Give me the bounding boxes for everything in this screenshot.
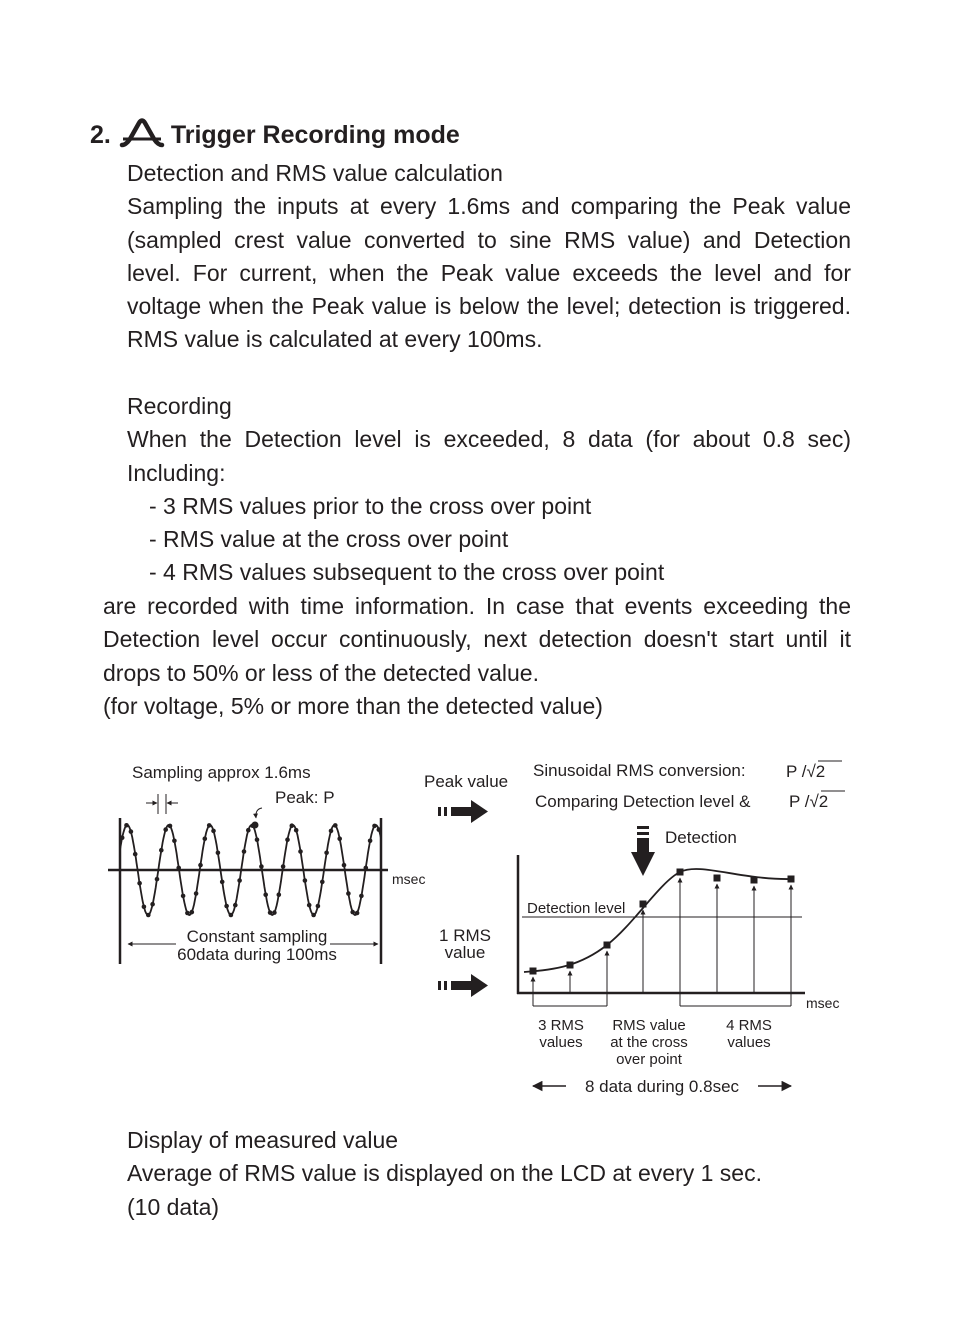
sample-point: [246, 828, 251, 833]
rms-value-label: 1 RMS: [439, 926, 491, 945]
rms-point-subsequent: [677, 869, 684, 876]
sample-point: [298, 849, 303, 854]
section-title: Trigger Recording mode: [170, 120, 460, 149]
comparing-formula: P /√2: [789, 792, 829, 811]
sample-point: [311, 913, 316, 918]
sample-point: [268, 910, 273, 915]
peak-value-label: Peak value: [424, 772, 509, 791]
sample-point: [290, 823, 295, 828]
recording-heading: Recording: [127, 393, 232, 419]
detection-level-label: Detection level: [527, 900, 626, 917]
sample-point: [146, 913, 151, 918]
sample-point: [377, 827, 382, 832]
rms-value-arrow-icon: [438, 974, 488, 997]
sample-point: [163, 827, 168, 832]
sample-point: [233, 903, 238, 908]
sample-point: [176, 866, 181, 871]
cross-over-label: RMS value: [612, 1017, 686, 1034]
recording-intro: When the Detection level is exceeded, 8 data (for about 0.8 sec) Including:: [127, 426, 851, 486]
sample-point: [303, 878, 308, 883]
sample-point: [190, 910, 195, 915]
flow-arrows: [424, 772, 508, 997]
prior-group-label-2: values: [539, 1034, 583, 1051]
sample-point: [277, 892, 282, 897]
section-heading: [90, 118, 460, 152]
display-heading: Display of measured value: [127, 1127, 399, 1153]
sample-point: [124, 823, 129, 828]
section-number: 2.: [90, 120, 111, 149]
display-section: [127, 1124, 851, 1224]
sample-point: [198, 863, 203, 868]
sample-point: [255, 837, 260, 842]
rms-point-prior: [567, 962, 574, 969]
detection-heading: Detection and RMS value calculation: [127, 160, 503, 186]
sample-point: [194, 891, 199, 896]
recording-continued: [103, 590, 851, 723]
sample-point: [294, 828, 299, 833]
sample-point: [120, 835, 125, 840]
sample-point: [237, 878, 242, 883]
sample-point: [242, 849, 247, 854]
constant-sampling-label: Constant sampling: [186, 927, 328, 946]
rms-point-prior: [530, 968, 537, 975]
sample-point: [207, 823, 212, 828]
sample-point: [220, 880, 225, 885]
sample-point: [307, 903, 312, 908]
constant-sampling-count: 60data during 100ms: [177, 945, 337, 964]
msec-left-label: msec: [392, 871, 426, 887]
peak-pointer: [256, 808, 262, 818]
sample-point: [324, 851, 329, 856]
sample-point: [216, 851, 221, 856]
sinusoidal-conversion-label: Sinusoidal RMS conversion:: [533, 761, 746, 780]
msec-right-label: msec: [806, 995, 840, 1011]
sample-point: [229, 913, 234, 918]
sample-point: [316, 904, 321, 909]
sample-point: [320, 880, 325, 885]
cross-over-label-2: at the cross: [610, 1034, 688, 1051]
sample-point: [159, 848, 164, 853]
sample-point: [368, 839, 373, 844]
sample-point: [133, 852, 138, 857]
subsequent-group-label-2: values: [727, 1034, 771, 1051]
comparing-label: Comparing Detection level &: [535, 792, 751, 811]
display-note: (10 data): [127, 1193, 220, 1220]
recording-note: (for voltage, 5% or more than the detected value): [103, 692, 603, 719]
rms-value-label-2: value: [444, 943, 486, 962]
sample-point: [263, 892, 268, 897]
waveform-panel: [108, 763, 425, 964]
sample-point: [185, 911, 190, 916]
rms-curve: [524, 869, 791, 972]
sample-point: [203, 836, 208, 841]
sample-point: [346, 891, 351, 896]
sample-point: [142, 905, 147, 910]
recording-bullet-2: - RMS value at the cross over point: [149, 526, 509, 553]
peak-trigger-icon: [119, 118, 165, 152]
sample-point: [333, 823, 338, 828]
sample-point: [129, 829, 134, 834]
detection-body: Sampling the inputs at every 1.6ms and comparing the Peak value (sampled crest value converted to sine RMS value) and Detection level. For current, when the Peak value exceeds the level and for voltage when the Peak value is below the level; detection is triggered. RMS value is calculated at every 100ms.: [127, 193, 851, 353]
sample-point: [281, 864, 286, 869]
rms-point-prior: [604, 942, 611, 949]
recording-section: [127, 390, 851, 590]
sample-point: [172, 839, 177, 844]
peak-value-arrow-icon: [438, 800, 488, 823]
recording-bullet-3: - 4 RMS values subsequent to the cross over point: [149, 559, 665, 586]
sample-point: [329, 829, 334, 834]
sample-point: [272, 910, 277, 915]
sample-point: [372, 824, 377, 829]
sample-point: [224, 904, 229, 909]
sample-point: [181, 894, 186, 899]
recording-bullet-1: - 3 RMS values prior to the cross over point: [149, 492, 592, 519]
prior-group-label: 3 RMS: [538, 1017, 584, 1034]
detection-arrow-icon: [631, 826, 655, 876]
subsequent-group-label: 4 RMS: [726, 1017, 772, 1034]
sample-point: [285, 837, 290, 842]
display-body: Average of RMS value is displayed on the LCD at every 1 sec.: [127, 1160, 762, 1187]
sample-point: [350, 910, 355, 915]
detection-section: [127, 157, 851, 357]
sample-point: [155, 877, 160, 882]
sample-point: [211, 829, 216, 834]
sample-point: [168, 824, 173, 829]
cross-over-label-3: over point: [616, 1051, 682, 1068]
rms-point-cross-over: [640, 901, 647, 908]
rms-point-subsequent: [788, 876, 795, 883]
recording-body: are recorded with time information. In case that events exceeding the Detection level occur continuously, next detection doesn't start until it drops to 50% or less of the detected value.: [103, 593, 851, 686]
sample-point: [259, 864, 264, 869]
sampling-label: Sampling approx 1.6ms: [132, 763, 311, 782]
rms-point-subsequent: [751, 877, 758, 884]
peak-point: [252, 822, 259, 829]
peak-label: Peak: P: [275, 788, 335, 807]
sample-point: [137, 881, 142, 886]
sample-point: [150, 902, 155, 907]
rms-point-subsequent: [714, 875, 721, 882]
sample-point: [364, 866, 369, 871]
detection-label: Detection: [665, 828, 737, 847]
sample-point: [355, 911, 360, 916]
sample-point: [359, 894, 364, 899]
trigger-diagram: [100, 752, 860, 1102]
sinusoidal-formula: P /√2: [786, 762, 826, 781]
sample-point: [337, 836, 342, 841]
sample-point: [342, 863, 347, 868]
span-label: 8 data during 0.8sec: [584, 1077, 740, 1096]
detection-panel: [517, 761, 845, 1096]
